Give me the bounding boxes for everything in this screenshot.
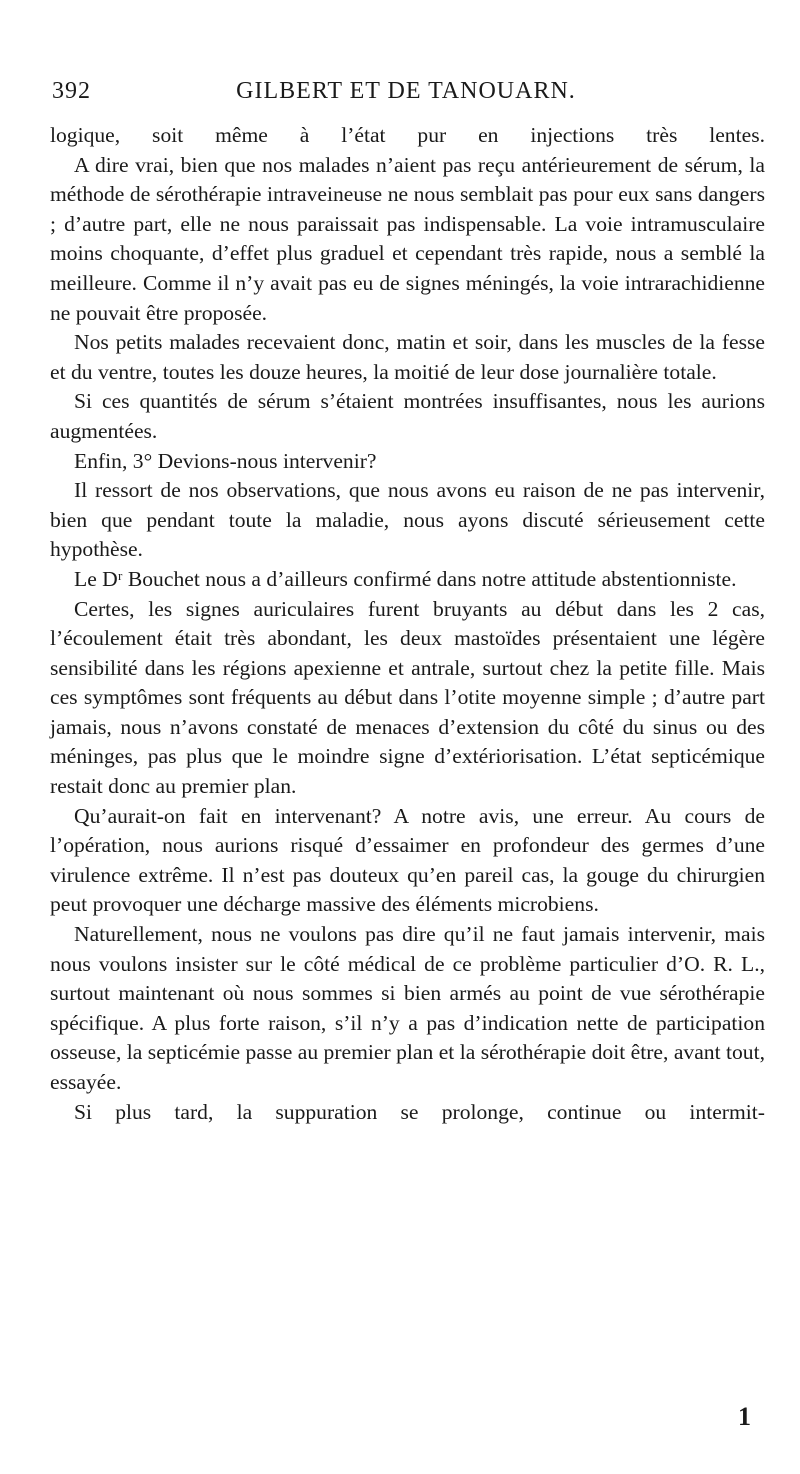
paragraph: A dire vrai, bien que nos malades n’aient pas reçu antérieurement de sérum, la méthode de sérothérapie intraveineuse ne nous semblait pas pour eux sans dangers ; d’autre part, elle ne nous paraissait pas indispensable. La voie intramusculaire moins choquante, d’effet plus graduel et cependant très rapide, nous a semblé la meilleure. Comme il n’y avait pas eu de signes méningés, la voie intrarachidienne ne pouvait être proposée. xyxy=(50,152,765,325)
page-number: 392 xyxy=(52,78,91,104)
running-title: GILBERT ET DE TANOUARN. xyxy=(236,78,576,104)
paragraph: Il ressort de nos observations, que nous avons eu raison de ne pas intervenir, bien que pendant toute la maladie, nous ayons discuté sérieusement cette hypothèse. xyxy=(50,478,765,562)
running-header xyxy=(52,78,760,112)
paragraph: Naturellement, nous ne voulons pas dire qu’il ne faut jamais intervenir, mais nous voulons insister sur le côté médical de ce problème particulier d’O. R. L., surtout maintenant où nous sommes si bien armés au point de vue sérothérapie spécifique. A plus forte raison, s’il n’y a pas d’indication nette de participation osseuse, la septicémie passe au premier plan et la sérothérapie doit être, avant tout, essayée. xyxy=(50,922,765,1094)
paragraph: Si ces quantités de sérum s’étaient montrées insuffisantes, nous les aurions augmentées. xyxy=(50,389,765,443)
paragraph: Qu’aurait-on fait en intervenant? A notre avis, une erreur. Au cours de l’opération, nous aurions risqué d’essaimer en profondeur des germes d’une virulence extrême. Il n’est pas douteux qu’en pareil cas, la gouge du chirurgien peut provoquer une décharge massive des éléments microbiens. xyxy=(50,803,765,917)
paragraph: Enfin, 3° Devions-nous intervenir? xyxy=(74,448,377,473)
paragraph: Certes, les signes auriculaires furent bruyants au début dans les 2 cas, l’écoulement était très abondant, les deux mastoïdes présentaient une légère sensibilité dans les régions apexienne et antrale, surtout chez la petite fille. Mais ces symptômes sont fréquents au début dans l’otite moyenne simple ; d’autre part jamais, nous n’avons constaté de menaces d’extension du côté du sinus ou des méninges, pas plus que le moindre signe d’extériorisation. L’état septicémique restait donc au premier plan. xyxy=(50,596,765,799)
body-text xyxy=(50,121,765,1127)
paragraph-hyphenated: Si plus tard, la suppuration se prolonge, continue ou intermit- xyxy=(74,1099,765,1124)
paragraph: Le Dʳ Bouchet nous a d’ailleurs confirmé dans notre attitude abstentionniste. xyxy=(74,566,737,591)
paragraph: Nos petits malades recevaient donc, matin et soir, dans les muscles de la fesse et du ventre, toutes les douze heures, la moitié de leur dose journalière totale. xyxy=(50,330,765,384)
paragraph-continued: logique, soit même à l’état pur en injections très lentes. xyxy=(50,123,765,147)
signature-mark: 1 xyxy=(738,1402,751,1431)
